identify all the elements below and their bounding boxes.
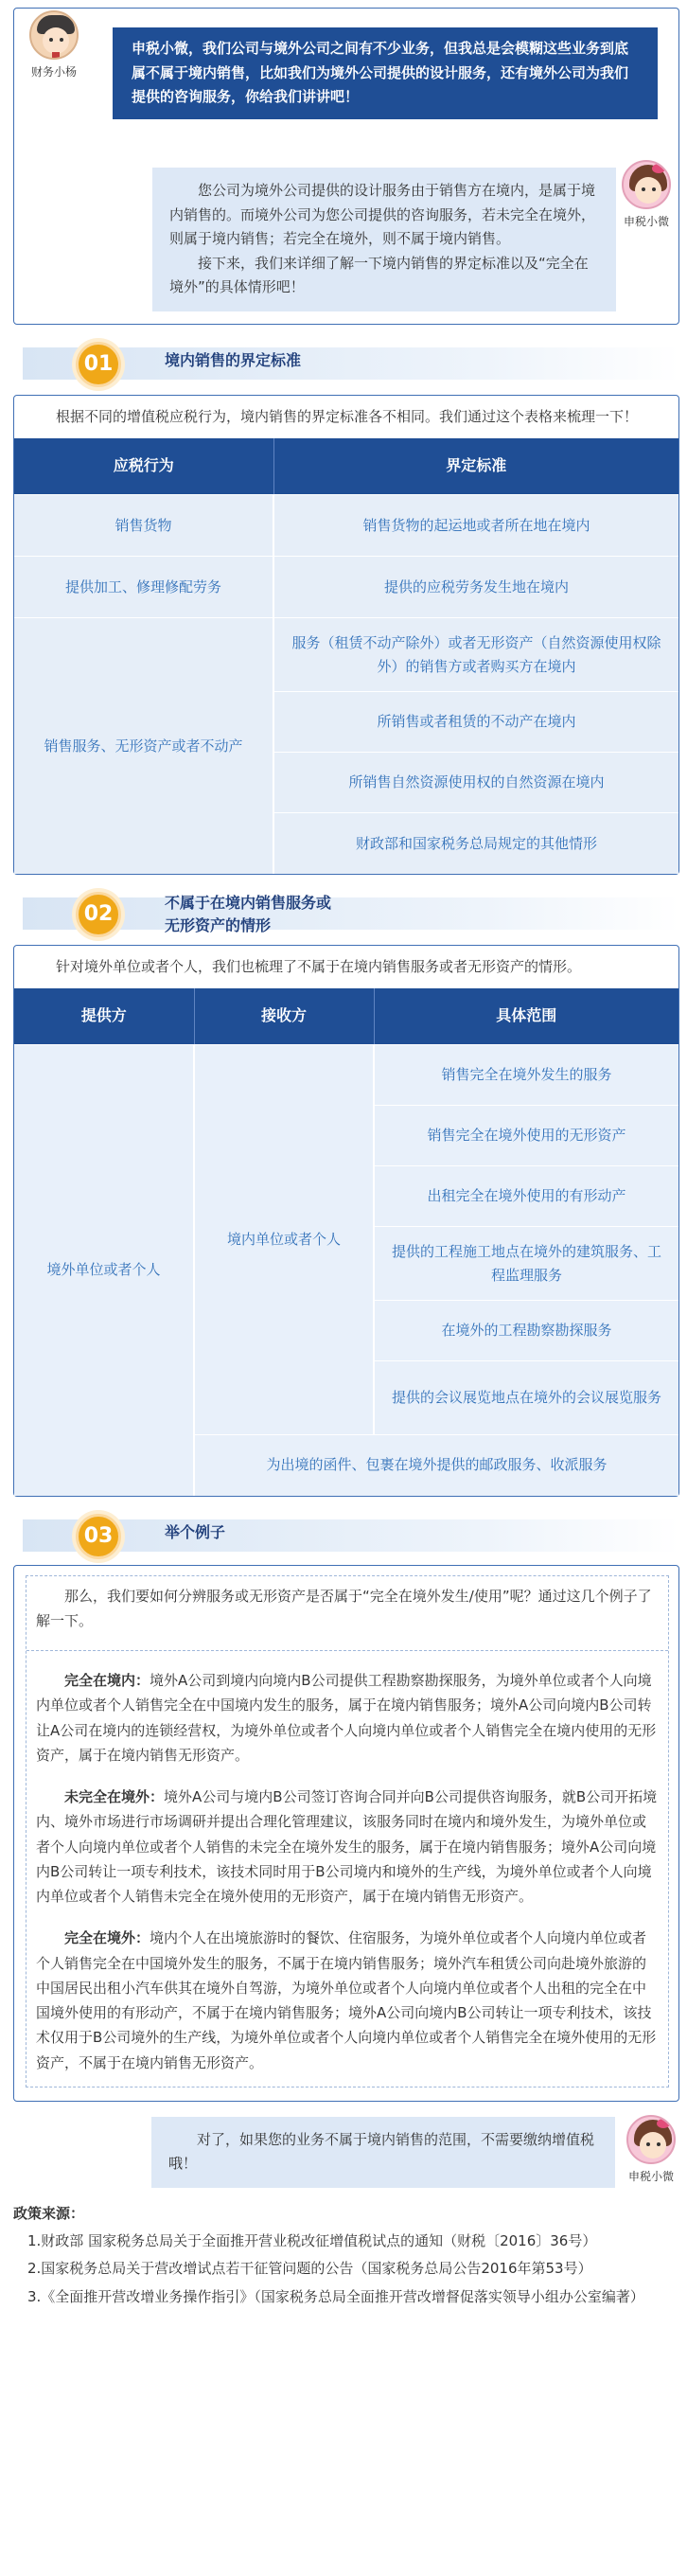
example-paragraph: [36, 1785, 659, 1909]
table-cell: 提供的会议展览地点在境外的会议展览服务: [374, 1361, 678, 1435]
divider: [26, 1650, 668, 1651]
examples-box: [13, 1565, 679, 2102]
table-cell: 境外单位或者个人: [14, 1045, 194, 1496]
section-number-badge: 02: [76, 892, 121, 937]
table-cell: 提供的工程施工地点在境外的建筑服务、工程监理服务: [374, 1227, 678, 1301]
xiaoyang-name: 财务小杨: [30, 65, 77, 79]
section-header: [13, 1508, 679, 1563]
closing-bubble: [151, 2117, 615, 2188]
section-title: 举个例子: [165, 1522, 226, 1541]
table-cell: 出租完全在境外使用的有形动产: [374, 1166, 678, 1227]
table-header: 具体范围: [374, 988, 678, 1045]
exclusions-box: [13, 945, 679, 1497]
standards-table: [14, 438, 678, 874]
policy-item: 3.《全面推开营改增业务操作指引》（国家税务总局全面推开营改增督促落实领导小组办公室编著）: [27, 2287, 644, 2305]
xiaowei-name: 申税小微: [623, 215, 669, 228]
table-cell: 在境外的工程勘察勘探服务: [374, 1301, 678, 1361]
standards-box: [13, 395, 679, 875]
policy-item: 1.财政部 国家税务总局关于全面推开营业税改征增值税试点的通知（财税〔2016〕36号）: [27, 2231, 597, 2249]
table-header: 接收方: [194, 988, 374, 1045]
examples-intro: 那么，我们要如何分辨服务或无形资产是否属于“完全在境外发生/使用”呢？通过这几个例子了解一下。: [36, 1587, 652, 1629]
section-intro: 针对境外单位或者个人，我们也梳理了不属于在境内销售服务或者无形资产的情形。: [56, 957, 582, 975]
table-cell: 境内单位或者个人: [194, 1045, 374, 1435]
section-title-line: 无形资产的情形: [165, 915, 272, 934]
example-label: 完全在境内：: [64, 1672, 150, 1689]
xiaowei-name: 申税小微: [627, 2169, 674, 2183]
section-title-line: 不属于在境内销售服务或: [165, 893, 332, 912]
section-header: [13, 886, 679, 941]
table-cell: 销售完全在境外使用的无形资产: [374, 1106, 678, 1166]
section-number-badge: 01: [76, 342, 121, 387]
closing-dialogue: [13, 2115, 679, 2202]
section-header: [13, 336, 679, 391]
policy-heading: 政策来源：: [13, 2204, 85, 2222]
table-header: 提供方: [14, 988, 194, 1045]
xiaoyang-avatar: [29, 10, 79, 60]
answer-bubble: [152, 168, 616, 311]
xiaowei-avatar: [626, 2115, 676, 2164]
xiaowei-avatar: [622, 160, 671, 209]
closing-text: 对了，如果您的业务不属于境内销售的范围，不需要缴纳增值税哦！: [168, 2130, 595, 2173]
examples-content: [26, 1575, 669, 2087]
example-text: 境内个人在出境旅游时的餐饮、住宿服务，为境外单位或者个人向境内单位或者个人销售完全在中国境外发生的服务，不属于在境内销售服务；境外汽车租赁公司向赴境外旅游的中国居民出租小汽车供其在境外自驾游，为境外单位或者个人向境内单位或者个人出租的完全在中国境外使用的有形动产，不属于在境内销售服务；境外A公司向境内B公司转让一项专利技术，该技术仅用于B公司境外的生产线，为境外单位或者个人向境内单位或者个人销售完全在境外使用的无形资产，不属于在境内销售无形资产。: [36, 1929, 657, 2071]
policy-item: 2.国家税务总局关于营改增试点若干征管问题的公告（国家税务总局公告2016年第53号）: [27, 2260, 592, 2277]
answer-paragraph: 接下来，我们来详细了解一下境内销售的界定标准以及“完全在境外”的具体情形吧！: [169, 254, 589, 295]
answer-paragraph: 您公司为境外公司提供的设计服务由于销售方在境内，是属于境内销售的。而境外公司为您公司提供的咨询服务，若未完全在境外，则属于境内销售；若完全在境外，则不属于境内销售。: [169, 182, 596, 247]
section-number-badge: 03: [76, 1514, 121, 1559]
table-cell: 销售货物: [14, 495, 273, 557]
table-cell: 销售完全在境外发生的服务: [374, 1045, 678, 1106]
table-cell: 财政部和国家税务总局规定的其他情形: [273, 813, 678, 874]
table-header: 界定标准: [273, 438, 678, 495]
table-cell: 为出境的函件、包裹在境外提供的邮政服务、收派服务: [194, 1435, 678, 1496]
table-header: 应税行为: [14, 438, 273, 495]
section-intro: 根据不同的增值税应税行为，境内销售的界定标准各不相同。我们通过这个表格来梳理一下！: [56, 408, 639, 425]
section-title: 境内销售的界定标准: [165, 351, 302, 369]
example-text: 境外A公司到境内向境内B公司提供工程勘察勘探服务，为境外单位或者个人向境内单位或者个人销售完全在中国境内发生的服务，属于在境内销售服务；境外A公司向境内B公司转让A公司在境内的连锁经营权，为境外单位或者个人向境内单位或者个人销售完全在境内使用的无形资产，属于在境内销售无形资产。: [36, 1672, 657, 1764]
question-bubble: 申税小微，我们公司与境外公司之间有不少业务，但我总是会模糊这些业务到底属不属于境内销售，比如我们为境外公司提供的设计服务，还有境外公司为我们提供的咨询服务，你给我们讲讲吧！: [113, 27, 658, 119]
exclusions-table: [14, 988, 678, 1496]
table-cell: 提供加工、修理修配劳务: [14, 557, 273, 618]
example-paragraph: [36, 1668, 659, 1768]
section-title: [165, 892, 331, 937]
table-cell: 所销售自然资源使用权的自然资源在境内: [273, 753, 678, 813]
xiaoyang-profile: [16, 10, 92, 82]
example-paragraph: [36, 1926, 659, 2075]
table-cell: 所销售或者租赁的不动产在境内: [273, 692, 678, 753]
dialogue-box: [13, 8, 679, 325]
table-cell: 销售货物的起运地或者所在地在境内: [273, 495, 678, 557]
example-label: 未完全在境外：: [64, 1788, 165, 1805]
table-cell: 服务（租赁不动产除外）或者无形资产（自然资源使用权除外）的销售方或者购买方在境内: [273, 618, 678, 692]
example-label: 完全在境外：: [64, 1929, 150, 1947]
xiaowei-profile: [608, 160, 684, 232]
policy-sources: [13, 2202, 679, 2309]
table-cell: 销售服务、无形资产或者不动产: [14, 618, 273, 874]
xiaowei-profile: [613, 2115, 687, 2187]
example-text: 境外A公司与境内B公司签订咨询合同并向B公司提供咨询服务，就B公司开拓境内、境外市场进行市场调研并提出合理化管理建议，该服务同时在境内和境外发生，为境外单位或者个人向境内单位或者个人销售的未完全在境外发生的服务，属于在境内销售服务；境外A公司向境内B公司转让一项专利技术，该技术同时用于B公司境内和境外的生产线，为境外单位或者个人向境内单位或者个人销售未完全在境外使用的无形资产，属于在境内销售无形资产。: [36, 1788, 658, 1905]
table-cell: 提供的应税劳务发生地在境内: [273, 557, 678, 618]
